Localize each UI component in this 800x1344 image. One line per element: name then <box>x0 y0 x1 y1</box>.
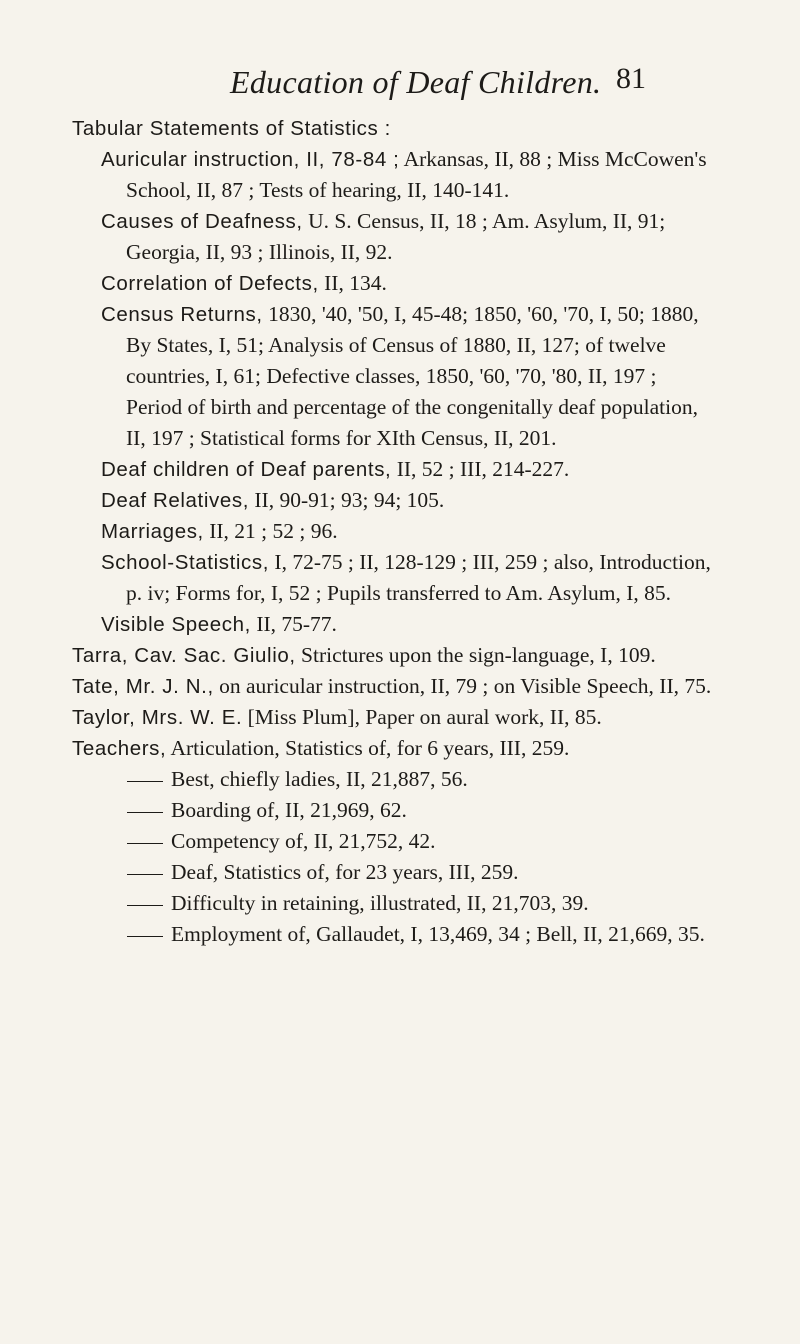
index-entry <box>72 640 712 671</box>
entry-text: II, 21 ; 52 ; 96. <box>203 519 338 543</box>
ditto-dash <box>127 812 163 813</box>
index-subentry <box>72 299 712 454</box>
index-entry <box>72 702 712 733</box>
entry-text: [Miss Plum], Paper on aural work, II, 85. <box>242 705 602 729</box>
entry-heading: Tate, Mr. J. N., <box>72 675 214 698</box>
entry-heading: Tarra, Cav. Sac. Giulio, <box>72 644 296 667</box>
entry-text: I, 72-75 ; II, 128-129 ; III, 259 ; also, Introduction, p. iv; Forms for, I, 52 ; Pupils transferred to Am. Asylum, I, 85. <box>126 550 711 605</box>
entry-text: II, 52 ; III, 214-227. <box>391 457 570 481</box>
entry-text: Employment of, Gallaudet, I, 13,469, 34 ; Bell, II, 21,669, 35. <box>171 922 705 946</box>
entry-heading: Marriages, <box>101 520 204 543</box>
entry-text: II, 75-77. <box>250 612 337 636</box>
index-entries <box>72 113 712 950</box>
index-subentry <box>72 857 712 888</box>
entry-heading: Tabular Statements of Statistics : <box>72 117 391 140</box>
entry-text: Boarding of, II, 21,969, 62. <box>171 798 407 822</box>
index-subentry <box>72 795 712 826</box>
entry-text: Best, chiefly ladies, II, 21,887, 56. <box>171 767 468 791</box>
index-subentry <box>72 609 712 640</box>
ditto-dash <box>127 936 163 937</box>
entry-text: Competency of, II, 21,752, 42. <box>171 829 436 853</box>
entry-text: Difficulty in retaining, illustrated, II, 21,703, 39. <box>171 891 589 915</box>
entry-text: Arkansas, II, 88 ; Miss McCowen's School, II, 87 ; Tests of hearing, II, 140-141. <box>126 147 707 202</box>
index-subentry <box>72 144 712 206</box>
index-entry <box>72 113 712 144</box>
entry-heading: School-Statistics, <box>101 551 270 574</box>
index-subentry <box>72 764 712 795</box>
entry-heading: Taylor, Mrs. W. E. <box>72 706 243 729</box>
index-subentry <box>72 268 712 299</box>
entry-text: Articulation, Statistics of, for 6 years, III, 259. <box>166 736 570 760</box>
entry-text: 1830, '40, '50, I, 45-48; 1850, '60, '70, I, 50; 1880, By States, I, 51; Analysis of Census of 1880, II, 127; of twelve countries, I, 61; Defective classes, 1850, '60, '70, '80, II, 197 ; Period of birth and percentage of the congenitally deaf population, II, 197 ; Statistical forms for XIth Census, II, 201. <box>126 302 699 450</box>
entry-heading: Deaf Relatives, <box>101 489 250 512</box>
index-subentry <box>72 516 712 547</box>
entry-heading: Teachers, <box>72 737 167 760</box>
index-subentry <box>72 547 712 609</box>
index-entry <box>72 671 712 702</box>
running-title: Education of Deaf Children. <box>230 64 602 100</box>
entry-text: U. S. Census, II, 18 ; Am. Asylum, II, 91; Georgia, II, 93 ; Illinois, II, 92. <box>126 209 666 264</box>
ditto-dash <box>127 874 163 875</box>
index-subentry <box>72 454 712 485</box>
entry-text: on auricular instruction, II, 79 ; on Visible Speech, II, 75. <box>213 674 712 698</box>
entry-heading: Deaf children of Deaf parents, <box>101 458 392 481</box>
entry-text: Deaf, Statistics of, for 23 years, III, 259. <box>171 860 519 884</box>
entry-text: II, 134. <box>318 271 387 295</box>
index-subentry <box>72 826 712 857</box>
ditto-dash <box>127 843 163 844</box>
entry-heading: Visible Speech, <box>101 613 251 636</box>
index-subentry <box>72 206 712 268</box>
entry-text: Strictures upon the sign-language, I, 109. <box>295 643 656 667</box>
page-number: 81 <box>616 62 646 95</box>
entry-text: II, 90-91; 93; 94; 105. <box>249 488 445 512</box>
index-subentry <box>72 485 712 516</box>
ditto-dash <box>127 781 163 782</box>
ditto-dash <box>127 905 163 906</box>
entry-heading: Correlation of Defects, <box>101 272 319 295</box>
index-subentry <box>72 919 712 950</box>
index-entry <box>72 733 712 764</box>
entry-heading: Auricular instruction, II, 78-84 ; <box>101 148 400 171</box>
entry-heading: Causes of Deafness, <box>101 210 303 233</box>
entry-heading: Census Returns, <box>101 303 263 326</box>
index-subentry <box>72 888 712 919</box>
